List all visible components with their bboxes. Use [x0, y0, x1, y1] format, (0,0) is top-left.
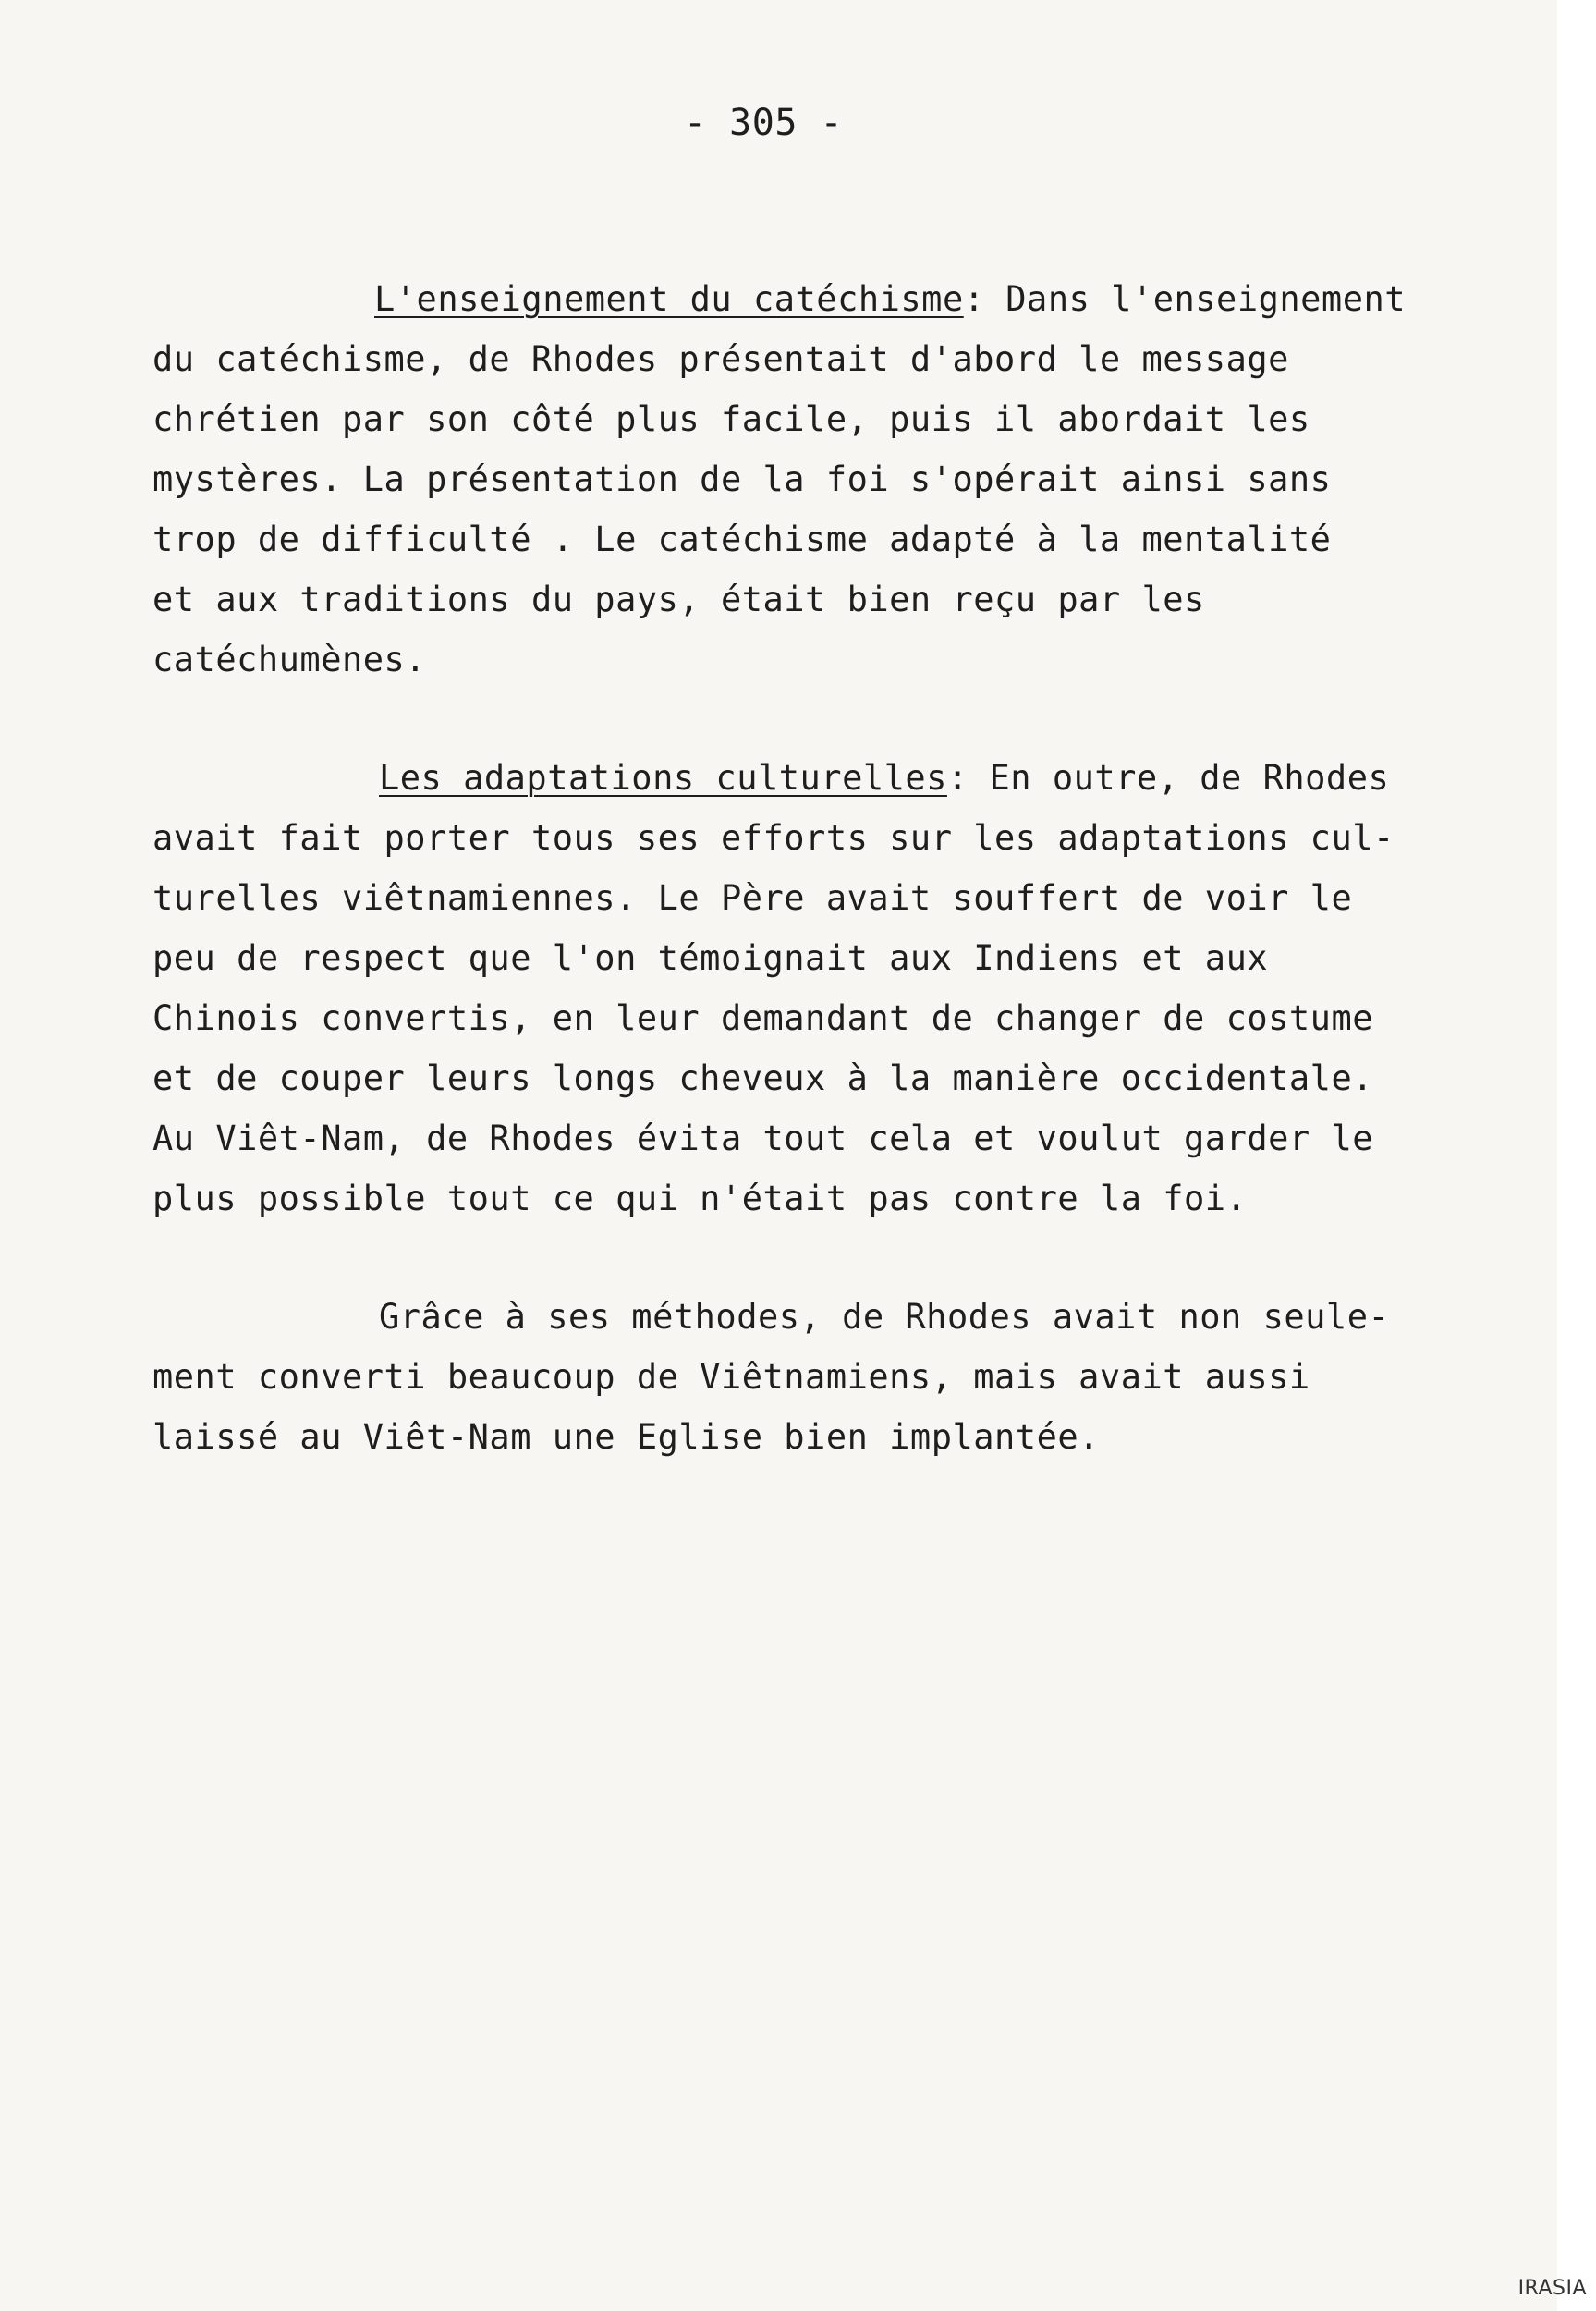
paragraph-1-line-6: et aux traditions du pays, était bien reçu par les — [152, 580, 1205, 619]
paragraph-3-line-3: laissé au Viêt-Nam une Eglise bien implantée. — [152, 1417, 1100, 1457]
paragraph-2-line-2: avait fait porter tous ses efforts sur les adaptations cul- — [152, 818, 1395, 858]
paragraph-2-line-6: et de couper leurs longs cheveux à la manière occidentale. — [152, 1058, 1374, 1098]
page-number: - 305 - — [684, 102, 844, 144]
paragraph-2-line-1-text: : En outre, de Rhodes — [946, 758, 1390, 798]
paragraph-1-line-1 — [374, 270, 1406, 329]
paragraph-1-line-4: mystères. La présentation de la foi s'opérait ainsi sans — [152, 459, 1332, 499]
paragraph-2-line-5: Chinois convertis, en leur demandant de changer de costume — [152, 998, 1374, 1038]
paragraph-1-line-5: trop de difficulté . Le catéchisme adapté à la mentalité — [152, 520, 1332, 559]
paragraph-2-line-8: plus possible tout ce qui n'était pas contre la foi. — [152, 1179, 1248, 1218]
paragraph-1-line-1-text: : Dans l'enseignement — [963, 279, 1407, 319]
paragraph-1-line-3: chrétien par son côté plus facile, puis il abordait les — [152, 399, 1310, 439]
paragraph-1-line-7: catéchumènes. — [152, 640, 427, 679]
paragraph-2-line-3: turelles viêtnamiennes. Le Père avait souffert de voir le — [152, 878, 1353, 918]
paragraph-3-line-1: Grâce à ses méthodes, de Rhodes avait non seule- — [379, 1297, 1390, 1337]
watermark-label: IRASIA — [1517, 2277, 1587, 2300]
paragraph-2-line-4: peu de respect que l'on témoignait aux Indiens et aux — [152, 938, 1269, 978]
paragraph-1-line-2: du catéchisme, de Rhodes présentait d'abord le message — [152, 339, 1289, 379]
paragraph-3-line-2: ment converti beaucoup de Viêtnamiens, mais avait aussi — [152, 1357, 1310, 1397]
paragraph-2-line-1 — [379, 749, 1389, 808]
paragraph-2-heading: Les adaptations culturelles — [379, 758, 947, 798]
paragraph-1-heading: L'enseignement du catéchisme — [374, 279, 964, 319]
scan-margin — [1557, 0, 1596, 2311]
paragraph-2-line-7: Au Viêt-Nam, de Rhodes évita tout cela et voulut garder le — [152, 1119, 1374, 1158]
